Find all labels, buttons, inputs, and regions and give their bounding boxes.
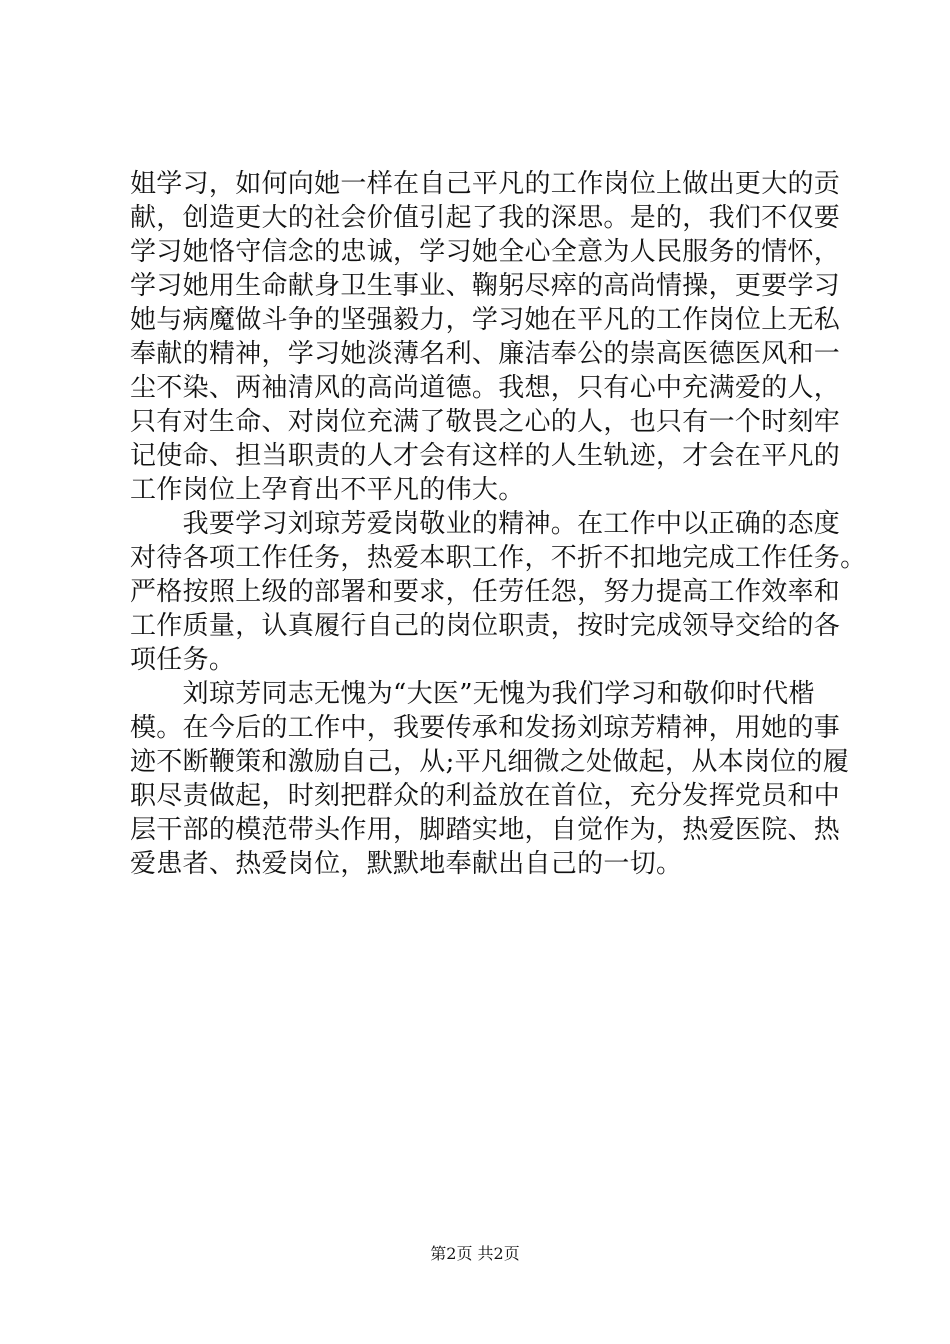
text-line: 模。在今后的工作中，我要传承和发扬刘琼芳精神，用她的事 (130, 713, 841, 743)
text-line: 她与病魔做斗争的坚强毅力，学习她在平凡的工作岗位上无私 (130, 305, 841, 335)
body-text (130, 167, 867, 881)
text-line: 我要学习刘琼芳爱岗敬业的精神。在工作中以正确的态度 (130, 509, 841, 539)
text-line: 尘不染、两袖清风的高尚道德。我想，只有心中充满爱的人， (130, 373, 841, 403)
text-line: 学习她恪守信念的忠诚，学习她全心全意为人民服务的情怀， (130, 237, 841, 267)
text-line: 爱患者、热爱岗位，默默地奉献出自己的一切。 (130, 849, 683, 879)
text-line: 职尽责做起，时刻把群众的利益放在首位，充分发挥党员和中 (130, 781, 841, 811)
text-line: 只有对生命、对岗位充满了敬畏之心的人，也只有一个时刻牢 (130, 407, 841, 437)
text-line: 献，创造更大的社会价值引起了我的深思。是的，我们不仅要 (130, 203, 841, 233)
text-line: 严格按照上级的部署和要求，任劳任怨，努力提高工作效率和 (130, 577, 841, 607)
text-line: 项任务。 (130, 645, 236, 675)
text-line: 记使命、担当职责的人才会有这样的人生轨迹，才会在平凡的 (130, 441, 841, 471)
text-line: 层干部的模范带头作用，脚踏实地，自觉作为，热爱医院、热 (130, 815, 841, 845)
text-line: 工作质量，认真履行自己的岗位职责，按时完成领导交给的各 (130, 611, 841, 641)
text-line: 对待各项工作任务，热爱本职工作，不折不扣地完成工作任务。 (130, 543, 867, 573)
text-line: 奉献的精神，学习她淡薄名利、廉洁奉公的崇高医德医风和一 (130, 339, 841, 369)
text-line: 迹不断鞭策和激励自己，从;平凡细微之处做起，从本岗位的履 (130, 747, 850, 777)
page-number-footer: 第2页 共2页 (430, 1244, 520, 1263)
text-line: 刘琼芳同志无愧为“大医”无愧为我们学习和敬仰时代楷 (130, 679, 815, 709)
text-line: 学习她用生命献身卫生事业、鞠躬尽瘁的高尚情操，更要学习 (130, 271, 841, 301)
text-line: 姐学习，如何向她一样在自己平凡的工作岗位上做出更大的贡 (130, 169, 841, 199)
text-line: 工作岗位上孕育出不平凡的伟大。 (130, 475, 525, 505)
